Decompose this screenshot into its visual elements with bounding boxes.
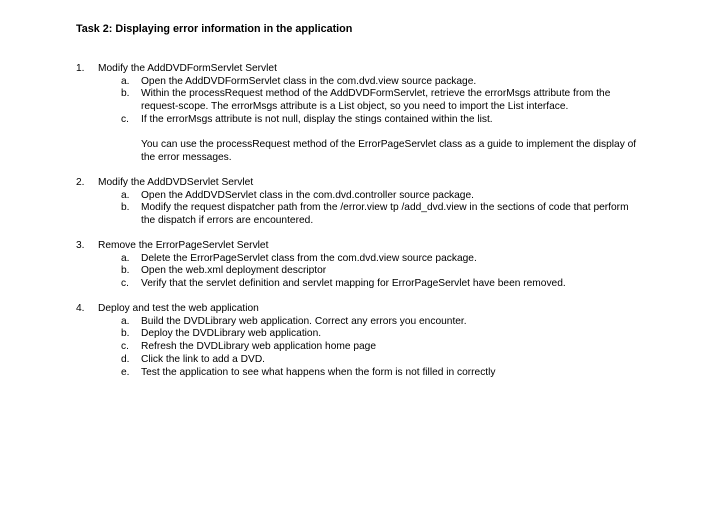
task-step (76, 265, 631, 278)
task-4 (76, 303, 676, 379)
task-number: 3. (76, 240, 85, 251)
task-step (76, 202, 631, 227)
step-text: Refresh the DVDLibrary web application home page (141, 341, 377, 353)
task-step (76, 278, 631, 291)
step-letter: c. (121, 113, 129, 125)
step-letter: a. (121, 315, 130, 327)
task-number: 1. (76, 63, 85, 74)
step-letter: b. (121, 265, 130, 277)
step-letter: b. (121, 88, 130, 100)
step-text: Open the AddDVDFormServlet class in the com.dvd.view source package. (141, 75, 477, 87)
step-text: Delete the ErrorPageServlet class from the com.dvd.view source package. (141, 252, 477, 264)
step-letter: c. (121, 278, 129, 290)
task-2 (76, 177, 676, 228)
task-step (76, 253, 631, 266)
task-step (76, 316, 631, 329)
step-text: Verify that the servlet definition and servlet mapping for ErrorPageServlet have been removed. (141, 278, 566, 290)
task-step (76, 88, 631, 113)
step-letter: b. (121, 328, 130, 340)
step-text: Test the application to see what happens when the form is not filled in correctly (141, 366, 496, 378)
task-step (76, 367, 631, 380)
task-3 (76, 240, 676, 291)
step-letter: d. (121, 353, 130, 365)
task-step (76, 76, 631, 89)
step-text: Within the processRequest method of the AddDVDFormServlet, retrieve the errorMsgs attribute from the request-scope. The errorMsgs attribute is a List object, so you need to import the List interface. (141, 88, 611, 113)
task-step (76, 114, 631, 127)
step-text: Deploy the DVDLibrary web application. (141, 328, 322, 340)
step-letter: a. (121, 75, 130, 87)
task-step (76, 341, 631, 354)
step-text: Click the link to add a DVD. (141, 353, 266, 365)
step-letter: a. (121, 189, 130, 201)
task-step (76, 328, 631, 341)
step-letter: a. (121, 252, 130, 264)
step-letter: b. (121, 202, 130, 214)
task-1 (76, 63, 676, 164)
step-letter: e. (121, 366, 130, 378)
task-step (76, 190, 631, 203)
task-heading: Modify the AddDVDFormServlet Servlet (98, 63, 277, 74)
step-text: Open the AddDVDServlet class in the com.dvd.controller source package. (141, 189, 474, 201)
task-heading: Remove the ErrorPageServlet Servlet (98, 240, 269, 251)
task-step (76, 354, 631, 367)
step-letter: c. (121, 341, 129, 353)
step-text: Modify the request dispatcher path from the /error.view tp /add_dvd.view in the sections of code that perform the dispatch if errors are encountered. (141, 202, 629, 227)
document-title: Task 2: Displaying error information in the application (76, 23, 353, 35)
task-number: 2. (76, 177, 85, 188)
step-text: Open the web.xml deployment descriptor (141, 265, 327, 277)
task-heading: Deploy and test the web application (98, 303, 259, 314)
task-note: You can use the processRequest method of the ErrorPageServlet class as a guide to implement the display of the error messages. (141, 139, 637, 163)
task-heading: Modify the AddDVDServlet Servlet (98, 177, 254, 188)
step-text: Build the DVDLibrary web application. Correct any errors you encounter. (141, 315, 467, 327)
task-number: 4. (76, 303, 85, 314)
step-text: If the errorMsgs attribute is not null, display the stings contained within the list. (141, 113, 493, 125)
